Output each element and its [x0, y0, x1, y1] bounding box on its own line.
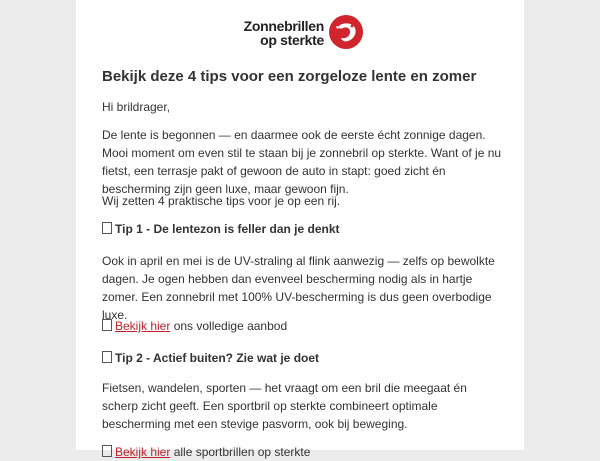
tip1-heading	[102, 220, 340, 238]
tip1-link[interactable]: Bekijk hier	[115, 319, 171, 333]
email-content	[102, 68, 502, 459]
link-glyph-icon	[102, 445, 112, 457]
logo-line2: op sterkte	[260, 32, 324, 48]
tip2-paragraph: Fietsen, wandelen, sporten — het vraagt om een bril die meegaat én scherp zicht geeft. Een sportbril op sterkte combineert optimale bescherming met een stevige pasvorm, ook bij beweging.	[102, 381, 467, 431]
tips-intro-text: Wij zetten 4 praktische tips voor je op een rij.	[102, 194, 341, 208]
tip2-link[interactable]: Bekijk hier	[115, 445, 171, 459]
tip2-link-line	[102, 443, 310, 461]
checkbox-glyph-icon	[102, 222, 112, 234]
tip1-paragraph: Ook in april en mei is de UV-straling al flink aanwezig — zelfs op bewolkte dagen. Je ogen hebben dan evenveel bescherming nodig als in hartje zomer. Een zonnebril met 100% UV-bescherming is dus geen overbodige luxe.	[102, 254, 495, 322]
logo-line1: Zonnebrillen	[243, 18, 324, 34]
checkbox-glyph-icon	[102, 351, 112, 363]
tip1-link-line	[102, 317, 287, 335]
link-glyph-icon	[102, 319, 112, 331]
intro-paragraph: De lente is begonnen — en daarmee ook de eerste écht zonnige dagen. Mooi moment om even stil te staan bij je zonnebril op sterkte. Want of je nu fietst, een terrasje pakt of gewoon de auto in stapt: goed zicht én bescherming zijn geen luxe, maar gewoon fijn.	[102, 128, 502, 196]
bird-in-circle-icon	[328, 14, 364, 50]
email-card	[76, 0, 524, 459]
tip1-link-suffix: ons volledige aanbod	[170, 319, 288, 333]
tip1-heading-text: Tip 1 - De lentezon is feller dan je denkt	[115, 222, 340, 236]
brand-logo[interactable]	[236, 14, 366, 54]
tip2-heading-text: Tip 2 - Actief buiten? Zie wat je doet	[115, 351, 320, 365]
logo-wordmark	[236, 19, 324, 47]
greeting-text: Hi brildrager,	[102, 100, 171, 114]
email-title: Bekijk deze 4 tips voor een zorgeloze lente en zomer	[102, 68, 477, 85]
tip2-link-suffix: alle sportbrillen op sterkte	[170, 445, 311, 459]
tip2-heading	[102, 349, 319, 367]
